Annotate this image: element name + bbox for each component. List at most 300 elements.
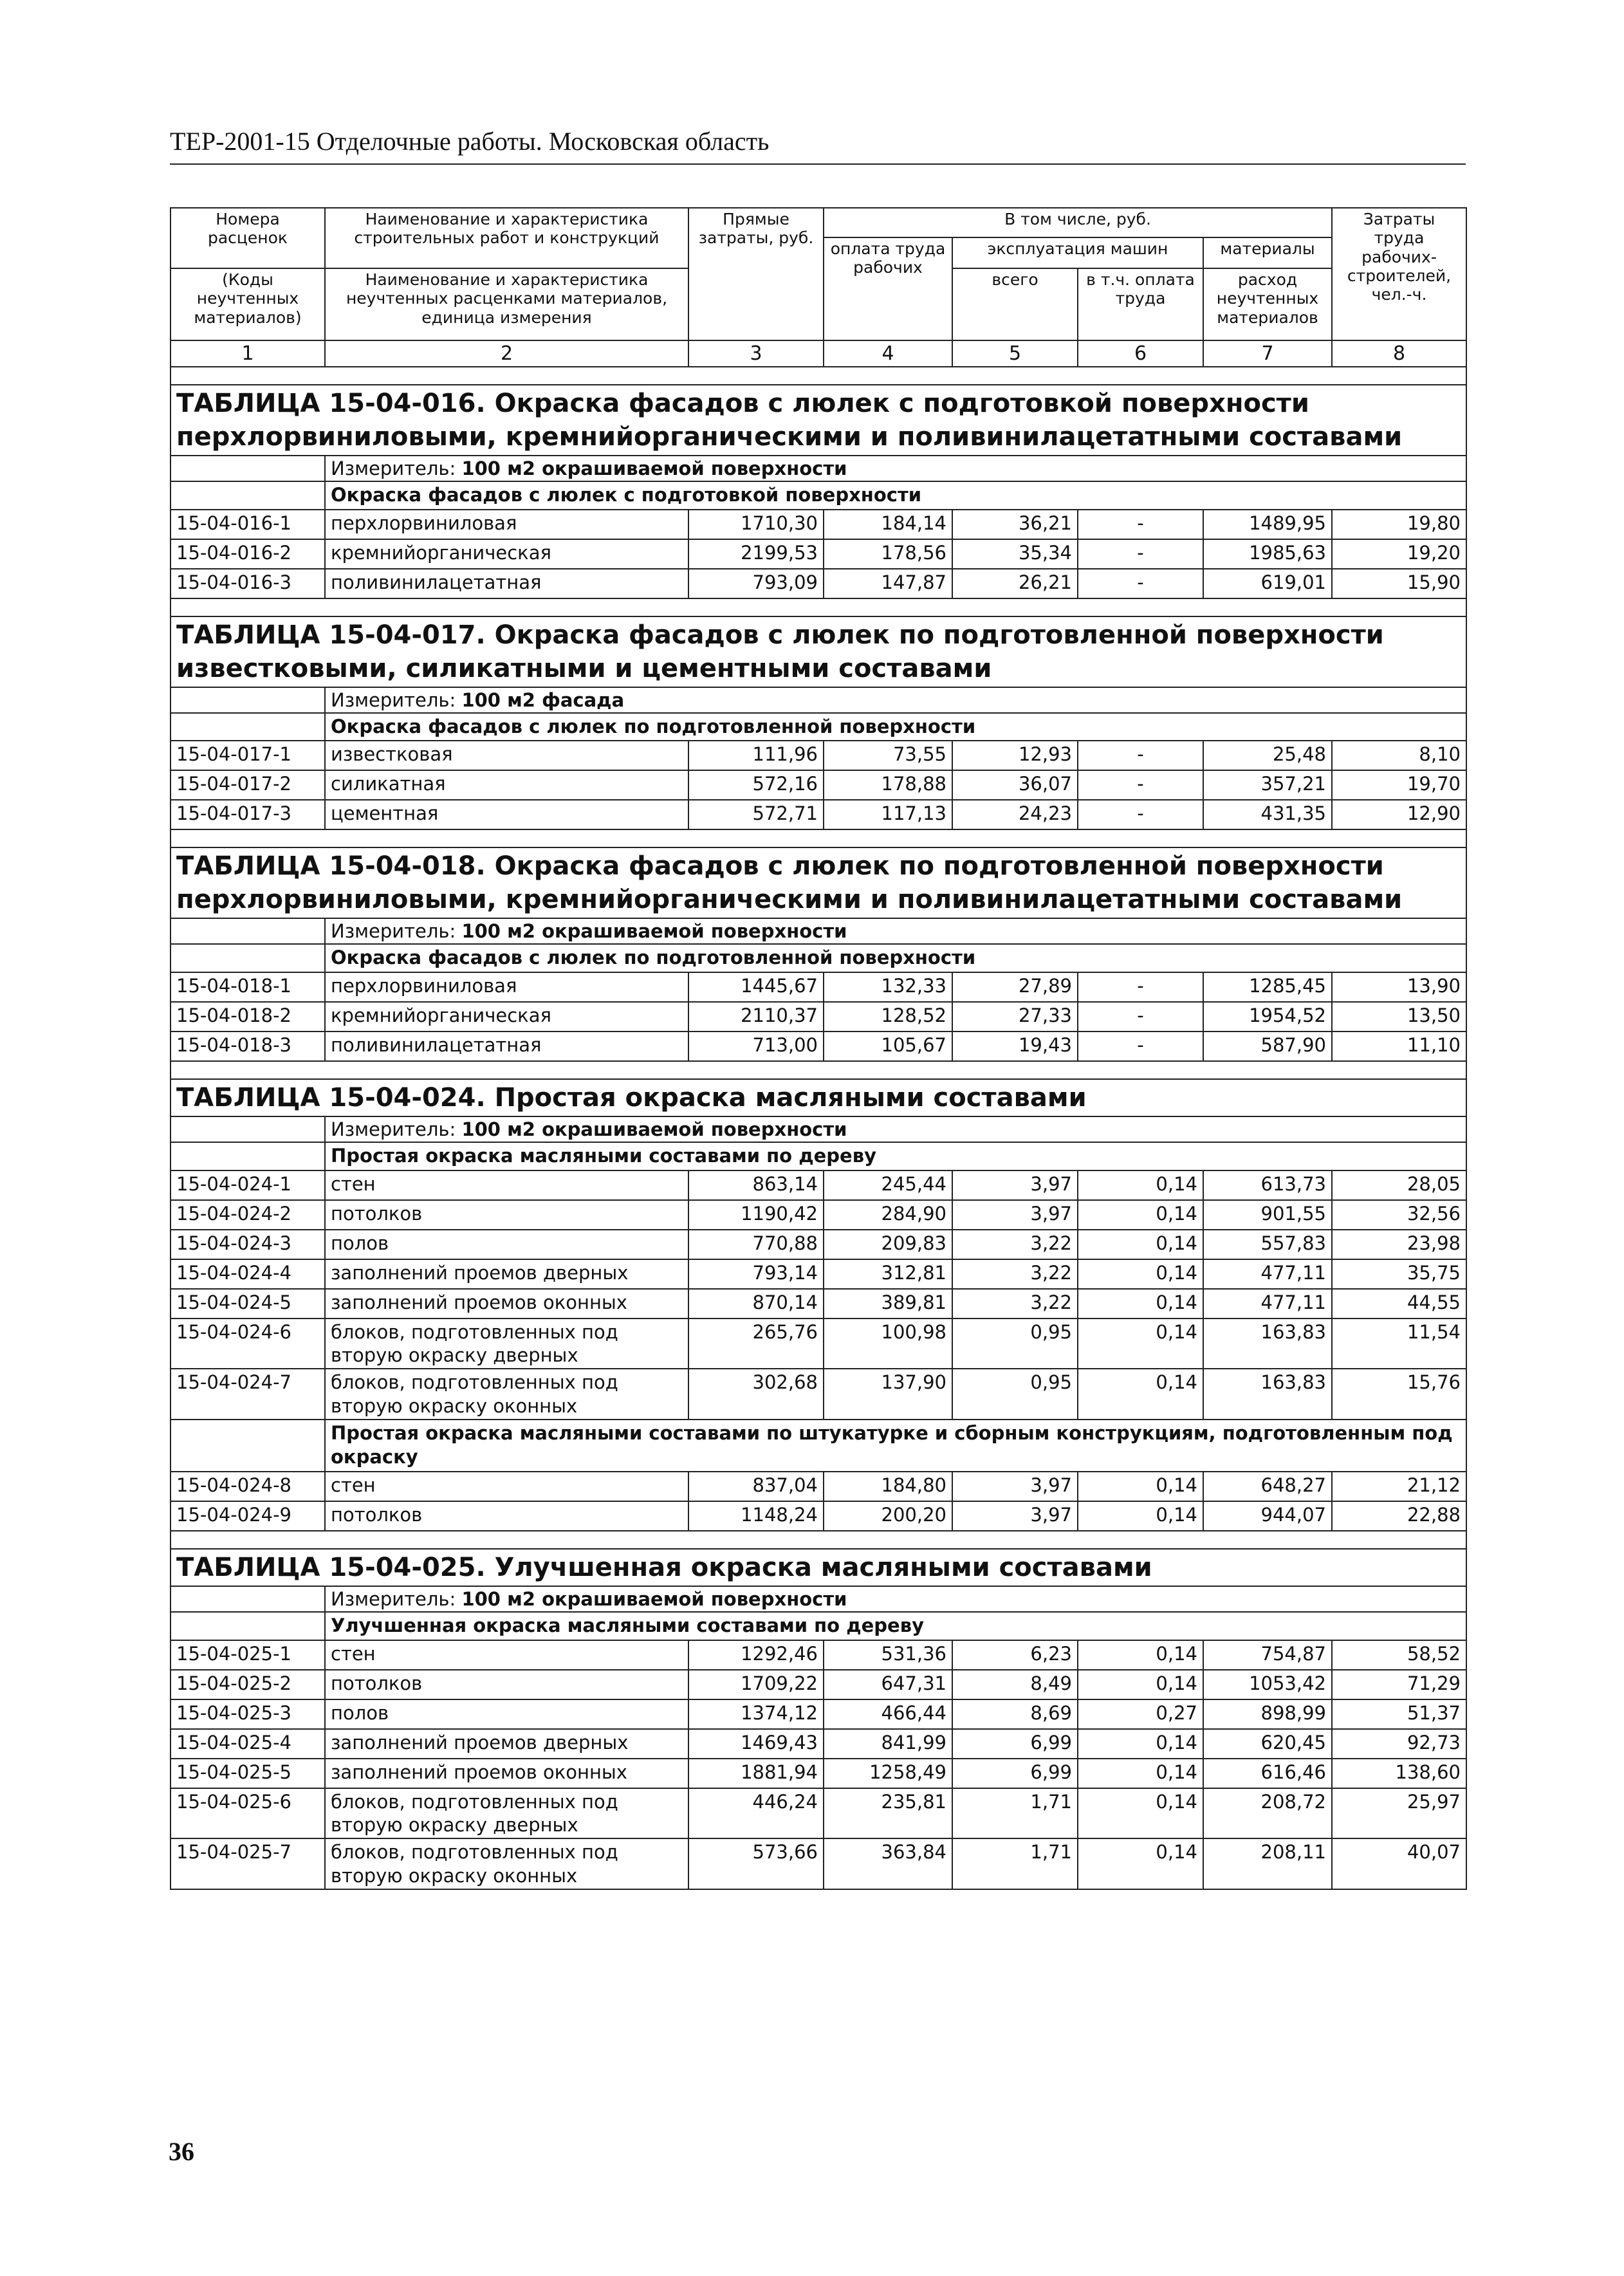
labor-hours: 13,50 [1332,1002,1466,1032]
unit-cell [325,456,1466,481]
machines-total: 6,23 [952,1640,1078,1670]
machine-labor-pay: 0,14 [1078,1259,1203,1289]
labor-pay: 389,81 [824,1289,952,1318]
group-title: Улучшенная окраска масляными составами по дереву [325,1612,1466,1640]
labor-hours: 19,20 [1332,539,1466,569]
table-row [171,1670,1466,1699]
unit-label: Измеритель: [331,689,456,711]
work-name: блоков, подготовленных под вторую окраску оконных [325,1838,688,1889]
work-name: перхлорвиниловая [325,510,688,539]
materials-cost: 898,99 [1203,1699,1332,1729]
labor-pay: 100,98 [824,1318,952,1369]
rate-code: 15-04-024-4 [171,1259,325,1289]
table-row [171,1200,1466,1230]
machines-total: 8,69 [952,1699,1078,1729]
rate-code: 15-04-024-9 [171,1501,325,1531]
work-name: блоков, подготовленных под вторую окраску дверных [325,1318,688,1369]
group-title-row [171,1142,1466,1170]
rate-code: 15-04-018-2 [171,1002,325,1032]
direct-costs: 572,71 [688,800,824,829]
machine-labor-pay: 0,14 [1078,1472,1203,1501]
labor-pay: 312,81 [824,1259,952,1289]
machine-labor-pay: 0,27 [1078,1699,1203,1729]
unit-row [171,456,1466,481]
direct-costs: 1292,46 [688,1640,824,1670]
labor-pay: 841,99 [824,1729,952,1759]
machine-labor-pay: - [1078,539,1203,569]
group-title: Окраска фасадов с люлек по подготовленной поверхности [325,944,1466,972]
direct-costs: 713,00 [688,1032,824,1061]
unit-value: 100 м2 окрашиваемой поверхности [461,458,847,479]
work-name: блоков, подготовленных под вторую окраску оконных [325,1369,688,1420]
labor-pay: 466,44 [824,1699,952,1729]
work-name: известковая [325,741,688,770]
materials-cost: 944,07 [1203,1501,1332,1531]
section-title: ТАБЛИЦА 15-04-017. Окраска фасадов с люлек по подготовленной поверхности известковыми, силикатными и цементными составами [171,616,1466,687]
section-gap [171,829,1466,847]
work-name: поливинилацетатная [325,1032,688,1061]
machines-total: 35,34 [952,539,1078,569]
table-row [171,539,1466,569]
gap-cell [171,1531,1466,1549]
direct-costs: 863,14 [688,1170,824,1200]
group-blank [171,481,325,510]
column-numbers-row [171,340,1466,367]
machines-total: 0,95 [952,1369,1078,1420]
table-row [171,1259,1466,1289]
rates-table [170,207,1467,1890]
table-row [171,741,1466,770]
labor-hours: 15,90 [1332,569,1466,598]
materials-cost: 557,83 [1203,1230,1332,1259]
work-name: цементная [325,800,688,829]
work-name: потолков [325,1200,688,1230]
labor-hours: 8,10 [1332,741,1466,770]
machine-labor-pay: - [1078,770,1203,800]
work-name: кремнийорганическая [325,1002,688,1032]
machine-labor-pay: 0,14 [1078,1200,1203,1230]
rate-code: 15-04-016-2 [171,539,325,569]
direct-costs: 1148,24 [688,1501,824,1531]
labor-hours: 51,37 [1332,1699,1466,1729]
labor-hours: 21,12 [1332,1472,1466,1501]
unit-label: Измеритель: [331,1118,456,1141]
materials-cost: 616,46 [1203,1759,1332,1788]
direct-costs: 573,66 [688,1838,824,1889]
work-name: блоков, подготовленных под вторую окраску дверных [325,1788,688,1839]
direct-costs: 1710,30 [688,510,824,539]
table-row [171,1230,1466,1259]
group-title: Простая окраска масляными составами по дереву [325,1142,1466,1170]
unit-blank [171,1116,325,1142]
direct-costs: 302,68 [688,1369,824,1420]
machines-total: 3,22 [952,1230,1078,1259]
table-row [171,1318,1466,1369]
rate-code: 15-04-024-8 [171,1472,325,1501]
machine-labor-pay: 0,14 [1078,1369,1203,1420]
section-gap [171,1061,1466,1079]
work-name: заполнений проемов оконных [325,1759,688,1788]
materials-cost: 208,11 [1203,1838,1332,1889]
group-blank [171,1420,325,1472]
group-title-row [171,1420,1466,1472]
section-title-row [171,1079,1466,1116]
direct-costs: 1709,22 [688,1670,824,1699]
table-row [171,1170,1466,1200]
table-row [171,1699,1466,1729]
labor-hours: 13,90 [1332,972,1466,1002]
unit-cell [325,1116,1466,1142]
group-title-row [171,481,1466,510]
materials-cost: 163,83 [1203,1318,1332,1369]
page-number: 36 [169,2137,194,2166]
machine-labor-pay: 0,14 [1078,1289,1203,1318]
direct-costs: 837,04 [688,1472,824,1501]
labor-hours: 44,55 [1332,1289,1466,1318]
direct-costs: 2199,53 [688,539,824,569]
machine-labor-pay: - [1078,510,1203,539]
column-number: 5 [952,340,1078,367]
machine-labor-pay: - [1078,569,1203,598]
direct-costs: 1469,43 [688,1729,824,1759]
machines-total: 1,71 [952,1838,1078,1889]
labor-pay: 245,44 [824,1170,952,1200]
rate-code: 15-04-024-3 [171,1230,325,1259]
group-title: Окраска фасадов с люлек с подготовкой поверхности [325,481,1466,510]
section-title: ТАБЛИЦА 15-04-024. Простая окраска масляными составами [171,1079,1466,1116]
group-blank [171,1142,325,1170]
rate-code: 15-04-018-3 [171,1032,325,1061]
unit-blank [171,1586,325,1612]
column-number: 1 [171,340,325,367]
work-name: поливинилацетатная [325,569,688,598]
unit-cell [325,918,1466,944]
labor-pay: 647,31 [824,1670,952,1699]
table-row [171,1838,1466,1889]
col3-header: Прямые затраты, руб. [688,208,824,340]
gap-cell [171,829,1466,847]
work-name: потолков [325,1670,688,1699]
rate-code: 15-04-017-3 [171,800,325,829]
col8-header: Затраты труда рабочих-строителей, чел.-ч. [1332,208,1466,340]
machines-total: 0,95 [952,1318,1078,1369]
machine-labor-pay: 0,14 [1078,1838,1203,1889]
running-header: ТЕР-2001-15 Отделочные работы. Московская область [170,127,770,156]
machines-total: 6,99 [952,1729,1078,1759]
work-name: силикатная [325,770,688,800]
machines-total: 24,23 [952,800,1078,829]
work-name: полов [325,1699,688,1729]
gap-cell [171,367,1466,385]
materials-cost: 648,27 [1203,1472,1332,1501]
rate-code: 15-04-024-6 [171,1318,325,1369]
labor-pay: 184,14 [824,510,952,539]
unit-value: 100 м2 окрашиваемой поверхности [461,920,847,943]
labor-pay: 184,80 [824,1472,952,1501]
direct-costs: 1190,42 [688,1200,824,1230]
labor-hours: 12,90 [1332,800,1466,829]
machine-labor-pay: - [1078,1032,1203,1061]
materials-cost: 587,90 [1203,1032,1332,1061]
labor-hours: 23,98 [1332,1230,1466,1259]
section-gap [171,367,1466,385]
materials-cost: 1489,95 [1203,510,1332,539]
materials-header: материалы [1203,237,1332,268]
materials-cost: 357,21 [1203,770,1332,800]
rate-code: 15-04-017-2 [171,770,325,800]
rate-code: 15-04-024-2 [171,1200,325,1230]
rate-code: 15-04-025-4 [171,1729,325,1759]
labor-hours: 58,52 [1332,1640,1466,1670]
column-number: 6 [1078,340,1203,367]
unit-value: 100 м2 окрашиваемой поверхности [461,1588,847,1611]
rate-code: 15-04-025-1 [171,1640,325,1670]
machines-total: 19,43 [952,1032,1078,1061]
column-number: 3 [688,340,824,367]
machines-total: 36,21 [952,510,1078,539]
machines-total: 3,97 [952,1170,1078,1200]
table-row [171,1032,1466,1061]
labor-pay: 284,90 [824,1200,952,1230]
machines-total: 36,07 [952,770,1078,800]
machine-labor-pay: 0,14 [1078,1640,1203,1670]
materials-cost: 613,73 [1203,1170,1332,1200]
direct-costs: 793,14 [688,1259,824,1289]
materials-cost: 163,83 [1203,1369,1332,1420]
machine-labor-pay: - [1078,1002,1203,1032]
work-name: стен [325,1170,688,1200]
machines-total: 6,99 [952,1759,1078,1788]
labor-hours: 40,07 [1332,1838,1466,1889]
section-title: ТАБЛИЦА 15-04-025. Улучшенная окраска масляными составами [171,1549,1466,1586]
materials-cost: 1954,52 [1203,1002,1332,1032]
direct-costs: 2110,37 [688,1002,824,1032]
machines-total: 3,97 [952,1472,1078,1501]
unit-label: Измеритель: [331,458,456,479]
materials-cost: 431,35 [1203,800,1332,829]
table-row [171,1640,1466,1670]
labor-hours: 28,05 [1332,1170,1466,1200]
labor-hours: 138,60 [1332,1759,1466,1788]
col7-header: расход неучтенных материалов [1203,268,1332,340]
section-title: ТАБЛИЦА 15-04-018. Окраска фасадов с люлек по подготовленной поверхности перхлорвиниловыми, кремнийорганическими и поливинилацетатными составами [171,847,1466,918]
group-title: Окраска фасадов с люлек по подготовленной поверхности [325,713,1466,741]
machine-labor-pay: - [1078,741,1203,770]
section-title-row [171,847,1466,918]
table-row [171,972,1466,1002]
unit-row [171,687,1466,713]
labor-pay: 117,13 [824,800,952,829]
rate-code: 15-04-016-3 [171,569,325,598]
section-gap [171,598,1466,616]
machine-labor-pay: 0,14 [1078,1170,1203,1200]
work-name: стен [325,1472,688,1501]
materials-cost: 619,01 [1203,569,1332,598]
table-row [171,1472,1466,1501]
machine-labor-pay: 0,14 [1078,1230,1203,1259]
rate-code: 15-04-017-1 [171,741,325,770]
rate-code: 15-04-024-7 [171,1369,325,1420]
work-name: перхлорвиниловая [325,972,688,1002]
col2-bottom-header: Наименование и характеристика неучтенных расценками материалов, единица измерения [325,268,688,340]
labor-hours: 19,80 [1332,510,1466,539]
table-row [171,1002,1466,1032]
table-row [171,510,1466,539]
labor-pay: 147,87 [824,569,952,598]
in-that-number-header: В том числе, руб. [824,208,1332,237]
direct-costs: 770,88 [688,1230,824,1259]
col6-header: в т.ч. оплата труда [1078,268,1203,340]
direct-costs: 111,96 [688,741,824,770]
labor-hours: 92,73 [1332,1729,1466,1759]
materials-cost: 25,48 [1203,741,1332,770]
group-title-row [171,944,1466,972]
materials-cost: 620,45 [1203,1729,1332,1759]
labor-pay: 363,84 [824,1838,952,1889]
machine-labor-pay: 0,14 [1078,1501,1203,1531]
labor-hours: 22,88 [1332,1501,1466,1531]
table-row [171,770,1466,800]
direct-costs: 793,09 [688,569,824,598]
machines-total: 3,97 [952,1501,1078,1531]
machine-labor-pay: 0,14 [1078,1759,1203,1788]
section-title-row [171,616,1466,687]
labor-hours: 19,70 [1332,770,1466,800]
group-blank [171,1612,325,1640]
unit-blank [171,918,325,944]
column-number: 4 [824,340,952,367]
group-blank [171,944,325,972]
labor-pay: 531,36 [824,1640,952,1670]
rate-code: 15-04-025-6 [171,1788,325,1839]
labor-pay: 200,20 [824,1501,952,1531]
machines-total: 26,21 [952,569,1078,598]
unit-blank [171,456,325,481]
machines-total: 3,22 [952,1289,1078,1318]
machines-total: 8,49 [952,1670,1078,1699]
labor-hours: 35,75 [1332,1259,1466,1289]
unit-label: Измеритель: [331,1588,456,1611]
direct-costs: 1445,67 [688,972,824,1002]
column-number: 2 [325,340,688,367]
col1-top-header: Номера расценок [171,208,325,268]
col2-top-header: Наименование и характеристика строительных работ и конструкций [325,208,688,268]
machine-labor-pay: 0,14 [1078,1788,1203,1839]
machines-total: 3,22 [952,1259,1078,1289]
group-title-row [171,713,1466,741]
table-row [171,569,1466,598]
labor-pay: 1258,49 [824,1759,952,1788]
work-name: кремнийорганическая [325,539,688,569]
labor-pay: 235,81 [824,1788,952,1839]
labor-pay: 178,88 [824,770,952,800]
group-title: Простая окраска масляными составами по штукатурке и сборным конструкциям, подготовленным под окраску [325,1420,1466,1472]
work-name: полов [325,1230,688,1259]
machines-total: 3,97 [952,1200,1078,1230]
unit-row [171,1586,1466,1612]
direct-costs: 1374,12 [688,1699,824,1729]
unit-blank [171,687,325,713]
materials-cost: 208,72 [1203,1788,1332,1839]
work-name: потолков [325,1501,688,1531]
table-row [171,1788,1466,1839]
work-name: заполнений проемов оконных [325,1289,688,1318]
unit-value: 100 м2 окрашиваемой поверхности [461,1118,847,1141]
table-row [171,800,1466,829]
col4-header: оплата труда рабочих [824,237,952,340]
direct-costs: 265,76 [688,1318,824,1369]
direct-costs: 572,16 [688,770,824,800]
materials-cost: 1985,63 [1203,539,1332,569]
table-row [171,1289,1466,1318]
rate-code: 15-04-025-2 [171,1670,325,1699]
rate-code: 15-04-016-1 [171,510,325,539]
group-title-row [171,1612,1466,1640]
col1-bottom-header: (Коды неучтенных материалов) [171,268,325,340]
labor-hours: 71,29 [1332,1670,1466,1699]
materials-cost: 1053,42 [1203,1670,1332,1699]
work-name: стен [325,1640,688,1670]
rate-code: 15-04-025-5 [171,1759,325,1788]
labor-pay: 178,56 [824,539,952,569]
column-number: 7 [1203,340,1332,367]
work-name: заполнений проемов дверных [325,1259,688,1289]
direct-costs: 1881,94 [688,1759,824,1788]
labor-pay: 73,55 [824,741,952,770]
unit-cell [325,1586,1466,1612]
machine-labor-pay: - [1078,800,1203,829]
header-rule [170,163,1466,165]
materials-cost: 477,11 [1203,1289,1332,1318]
labor-pay: 128,52 [824,1002,952,1032]
section-title: ТАБЛИЦА 15-04-016. Окраска фасадов с люлек с подготовкой поверхности перхлорвиниловыми, кремнийорганическими и поливинилацетатными составами [171,385,1466,456]
rate-code: 15-04-018-1 [171,972,325,1002]
machines-header: эксплуатация машин [952,237,1203,268]
machine-labor-pay: 0,14 [1078,1729,1203,1759]
section-title-row [171,1549,1466,1586]
machines-total: 27,89 [952,972,1078,1002]
machine-labor-pay: 0,14 [1078,1670,1203,1699]
table-row [171,1759,1466,1788]
col5-header: всего [952,268,1078,340]
gap-cell [171,598,1466,616]
rate-code: 15-04-025-7 [171,1838,325,1889]
machine-labor-pay: - [1078,972,1203,1002]
unit-row [171,918,1466,944]
direct-costs: 870,14 [688,1289,824,1318]
rate-code: 15-04-024-5 [171,1289,325,1318]
machine-labor-pay: 0,14 [1078,1318,1203,1369]
unit-cell [325,687,1466,713]
labor-pay: 209,83 [824,1230,952,1259]
rate-code: 15-04-025-3 [171,1699,325,1729]
table-row [171,1501,1466,1531]
materials-cost: 1285,45 [1203,972,1332,1002]
labor-pay: 132,33 [824,972,952,1002]
labor-hours: 32,56 [1332,1200,1466,1230]
table-row [171,1729,1466,1759]
work-name: заполнений проемов дверных [325,1729,688,1759]
materials-cost: 754,87 [1203,1640,1332,1670]
machines-total: 1,71 [952,1788,1078,1839]
direct-costs: 446,24 [688,1788,824,1839]
unit-label: Измеритель: [331,920,456,943]
table-row [171,1369,1466,1420]
header-row-1 [171,208,1466,237]
machines-total: 12,93 [952,741,1078,770]
unit-value: 100 м2 фасада [461,689,625,711]
materials-cost: 901,55 [1203,1200,1332,1230]
